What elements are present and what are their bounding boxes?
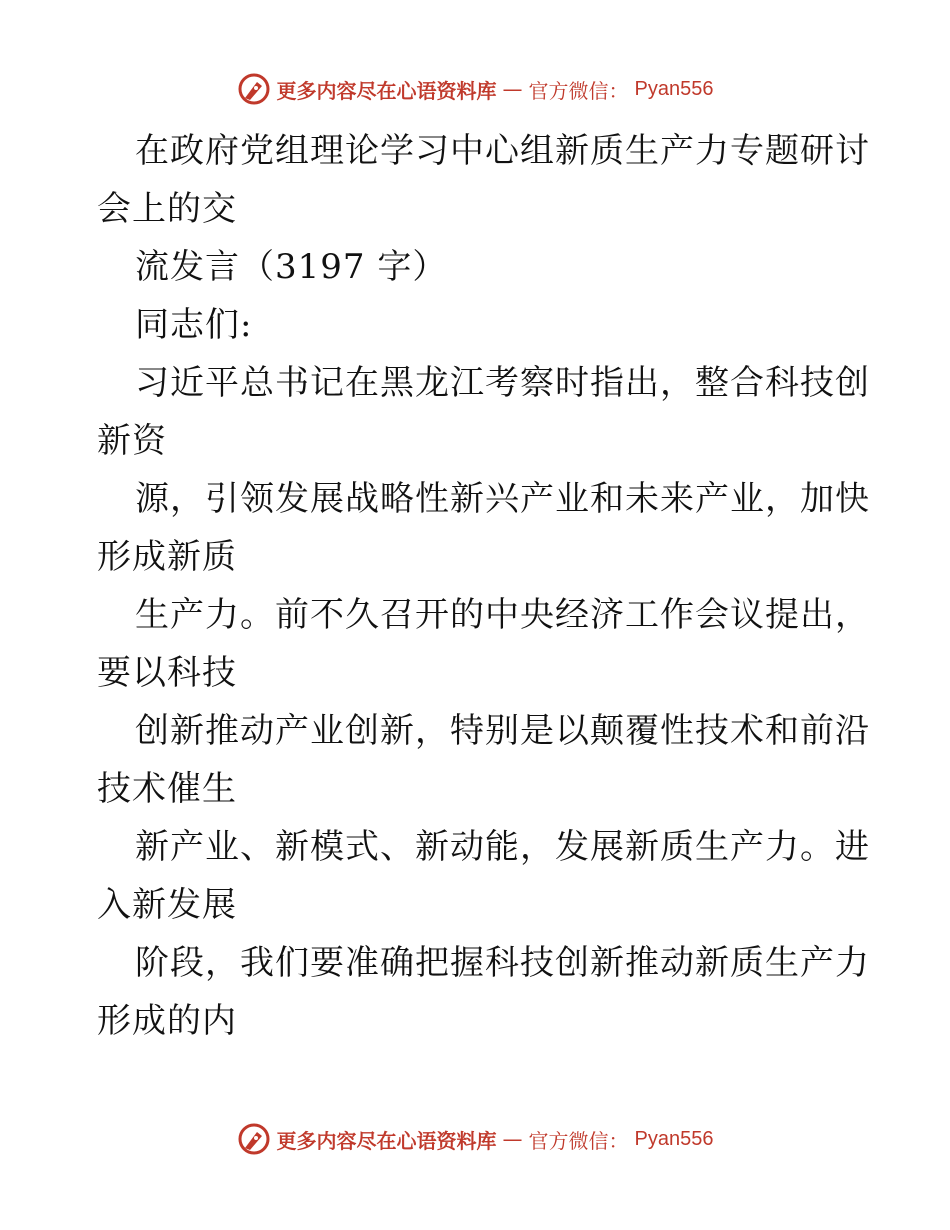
text-line: 形成新质 xyxy=(97,537,237,577)
header-banner-separator: — xyxy=(502,77,523,101)
text-line: 在政府党组理论学习中心组新质生产力专题研讨 xyxy=(135,131,870,171)
text-line: 生产力。前不久召开的中央经济工作会议提出， xyxy=(135,595,870,635)
text-line: 新资 xyxy=(97,421,167,461)
pen-nib-logo-icon xyxy=(237,1122,271,1156)
text-line: 技术催生 xyxy=(97,769,237,809)
header-banner-text: 更多内容尽在心语资料库 xyxy=(276,78,497,103)
text-line: 创新推动产业创新，特别是以颠覆性技术和前沿 xyxy=(135,711,870,751)
text-line: 同志们: xyxy=(135,305,253,345)
footer-banner xyxy=(0,1122,950,1156)
text-line: 新产业、新模式、新动能，发展新质生产力。进 xyxy=(135,827,870,867)
text-line: 要以科技 xyxy=(97,653,237,693)
text-line: 源，引领发展战略性新兴产业和未来产业，加快 xyxy=(135,479,870,519)
text-line: 会上的交 xyxy=(97,189,237,229)
header-wechat-id: Pyan556 xyxy=(634,77,714,100)
text-line: 习近平总书记在黑龙江考察时指出，整合科技创 xyxy=(135,363,870,403)
header-wechat-label: 官方微信： xyxy=(528,78,629,103)
footer-banner-text: 更多内容尽在心语资料库 xyxy=(276,1128,497,1153)
text-line: 形成的内 xyxy=(97,1001,237,1041)
footer-wechat-label: 官方微信： xyxy=(528,1128,629,1153)
document-body xyxy=(97,122,870,1050)
text-line: 阶段，我们要准确把握科技创新推动新质生产力 xyxy=(135,943,870,983)
footer-banner-separator: — xyxy=(502,1127,523,1151)
text-line: 入新发展 xyxy=(97,885,237,925)
text-line: 流发言（3197 字） xyxy=(135,247,448,287)
footer-wechat-id: Pyan556 xyxy=(634,1127,714,1150)
header-banner xyxy=(0,72,950,106)
pen-nib-logo-icon xyxy=(237,72,271,106)
